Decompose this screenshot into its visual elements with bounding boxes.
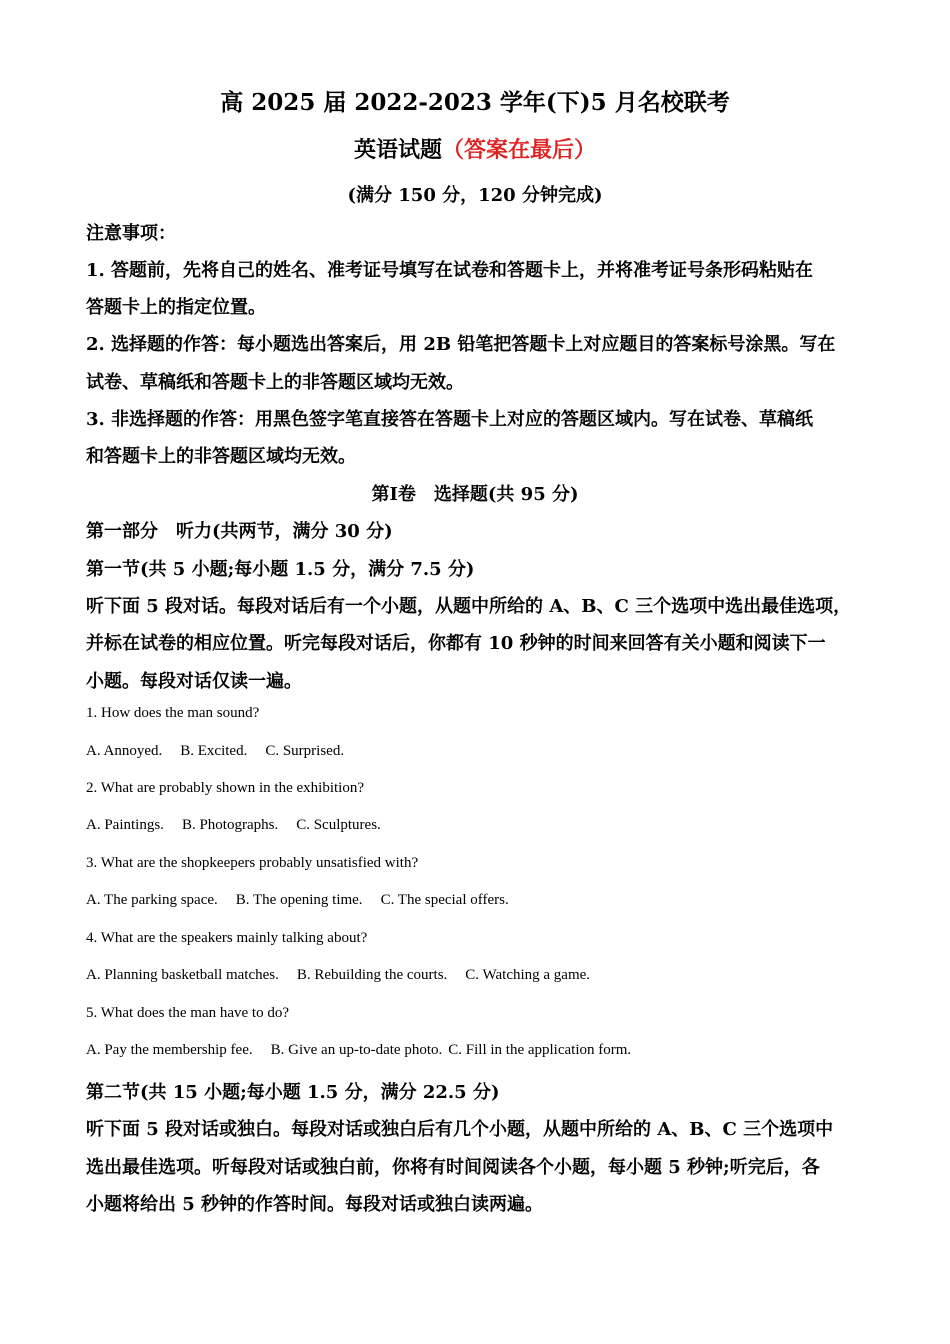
option-c: C. Fill in the application form. (448, 1042, 632, 1058)
question-3: 3. What are the shopkeepers probably unsatisfied with? (86, 855, 419, 871)
section2-instruction: 听下面 5 段对话或独白。每段对话或独白后有几个小题，从题中所给的 A、B、C 三个选项中 (86, 1119, 834, 1140)
section2-instruction-end: 小题将给出 5 秒钟的作答时间。每段对话或独白读两遍。 (86, 1194, 544, 1215)
question-5-options (86, 1042, 631, 1059)
option-b: B. The opening time. (235, 892, 363, 908)
question-4-options (86, 967, 590, 984)
section1-instruction: 听下面 5 段对话。每段对话后有一个小题，从题中所给的 A、B、C 三个选项中选出最佳选项， (86, 596, 852, 617)
section2-heading: 第二节(共 15 小题;每小题 1.5 分，满分 22.5 分) (86, 1082, 500, 1103)
subject-title (0, 133, 950, 164)
option-b: B. Excited. (180, 743, 248, 759)
exam-title: 高 2025 届 2022-2023 学年(下)5 月名校联考 (220, 89, 730, 116)
question-2: 2. What are probably shown in the exhibition? (86, 780, 364, 796)
option-a: A. Pay the membership fee. (86, 1042, 253, 1058)
option-a: A. Planning basketball matches. (86, 967, 279, 983)
question-1: 1. How does the man sound? (86, 705, 260, 721)
section1-instruction-end: 小题。每段对话仅读一遍。 (86, 671, 302, 692)
part1-heading: 第一部分 听力(共两节，满分 30 分) (86, 521, 393, 542)
score-info: (满分 150 分，120 分钟完成) (347, 185, 603, 206)
notice-item-3-cont: 和答题卡上的非答题区域均无效。 (86, 446, 356, 467)
volume-heading: 第Ⅰ卷 选择题(共 95 分) (371, 484, 579, 505)
notice-item-1: 1. 答题前，先将自己的姓名、准考证号填写在试卷和答题卡上，并将准考证号条形码粘贴在 (86, 260, 814, 281)
option-a: A. Paintings. (86, 817, 164, 833)
notice-item-1-cont: 答题卡上的指定位置。 (86, 297, 266, 318)
notice-heading: 注意事项： (86, 223, 176, 244)
subject-name: 英语试题 (353, 137, 442, 163)
option-c: C. The special offers. (380, 892, 509, 908)
notice-item-2-cont: 试卷、草稿纸和答题卡上的非答题区域均无效。 (86, 372, 464, 393)
section1-heading: 第一节(共 5 小题;每小题 1.5 分，满分 7.5 分) (86, 559, 475, 580)
section1-instruction-cont: 并标在试卷的相应位置。听完每段对话后，你都有 10 秒钟的时间来回答有关小题和阅读下一 (86, 633, 826, 654)
option-a: A. The parking space. (86, 892, 218, 908)
question-1-options (86, 743, 344, 760)
option-c: C. Watching a game. (465, 967, 591, 983)
option-c: C. Surprised. (265, 743, 345, 759)
question-3-options (86, 892, 509, 909)
answer-note: （答案在最后） (442, 137, 597, 163)
question-2-options (86, 817, 381, 834)
notice-item-2: 2. 选择题的作答：每小题选出答案后，用 2B 铅笔把答题卡上对应题目的答案标号涂黑。写在 (86, 334, 836, 355)
option-a: A. Annoyed. (86, 743, 163, 759)
option-b: B. Photographs. (181, 817, 279, 833)
question-4: 4. What are the speakers mainly talking about? (86, 930, 368, 946)
section2-instruction-cont: 选出最佳选项。听每段对话或独白前，你将有时间阅读各个小题，每小题 5 秒钟;听完后，各 (86, 1157, 820, 1178)
question-5: 5. What does the man have to do? (86, 1005, 289, 1021)
option-b: B. Give an up-to-date photo. (270, 1042, 443, 1058)
option-c: C. Sculptures. (296, 817, 381, 833)
notice-item-3: 3. 非选择题的作答：用黑色签字笔直接答在答题卡上对应的答题区域内。写在试卷、草稿纸 (86, 409, 814, 430)
option-b: B. Rebuilding the courts. (296, 967, 448, 983)
